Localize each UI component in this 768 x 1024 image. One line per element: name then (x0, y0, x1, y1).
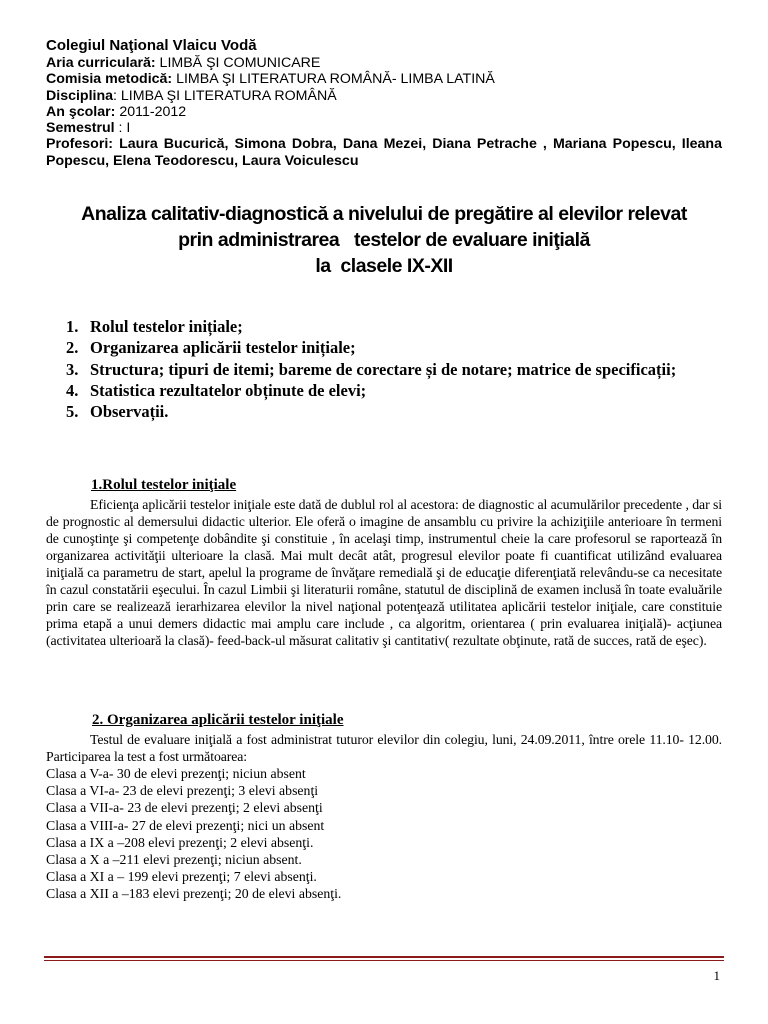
toc-item (66, 401, 726, 422)
disciplina-row (46, 88, 722, 104)
aria-label: Aria curriculară: (46, 55, 156, 71)
toc-item-text: Structura; tipuri de itemi; bareme de corectare și de notare; matrice de specificații; (90, 359, 677, 379)
comisia-row (46, 71, 722, 87)
toc-item-text: Rolul testelor inițiale; (90, 317, 243, 336)
an-value: 2011-2012 (115, 103, 187, 120)
profesori-value: Laura Bucurică, Simona Dobra, Dana Mezei, Diana Petrache , Mariana Popescu, Ileana Popescu, Elena Teodorescu, Laura Voiculescu (46, 136, 722, 169)
disciplina-label: Disciplina (46, 87, 114, 104)
page-number: 1 (713, 968, 720, 983)
toc-item (66, 337, 726, 358)
semestrul-value: : I (114, 120, 131, 137)
disciplina-value: : LIMBA ŞI LITERATURA ROMÂNĂ (113, 87, 337, 104)
aria-value: LIMBĂ ŞI COMUNICARE (155, 55, 321, 71)
school-name: Colegiul Naţional Vlaicu Vodă (46, 37, 257, 54)
toc-item-text: Statistica rezultatelor obținute de elevi; (90, 380, 367, 400)
document-header (46, 37, 722, 169)
comisia-label: Comisia metodică: (46, 71, 173, 88)
toc-item (66, 316, 726, 337)
toc-item (66, 359, 726, 380)
comisia-value: LIMBA ŞI LITERATURA ROMÂNĂ- LIMBA LATINĂ (172, 71, 495, 88)
list-item: Clasa a XII a –183 elevi prezenţi; 20 de elevi absenţi. (46, 886, 342, 902)
aria-curriculara-row (46, 55, 722, 71)
list-item: Clasa a VI-a- 23 de elevi prezenţi; 3 elevi absenţi (46, 783, 319, 799)
section-rolul-testelor (46, 475, 722, 649)
section-2-heading: 2. Organizarea aplicării testelor iniţiale (92, 712, 344, 728)
toc-item-text: Organizarea aplicării testelor inițiale; (90, 338, 356, 358)
toc-item-number: 2. (66, 338, 79, 358)
footer-divider-thin (44, 960, 724, 961)
toc-item (66, 380, 726, 401)
list-item: Clasa a VIII-a- 27 de elevi prezenţi; nici un absent (46, 817, 325, 833)
document-title (46, 201, 722, 279)
semestrul-row (46, 120, 722, 136)
section-1-heading: 1.Rolul testelor iniţiale (91, 477, 237, 493)
toc-item-number: 1. (66, 317, 79, 336)
section-1-paragraph: Eficienţa aplicării testelor iniţiale este dată de dublul rol al acestora: de diagnostic al acumulărilor precedente , dar si de prognostic al demersului didactic ulterior. Ele oferă o imagine de ansamblu cu privire la achiziţiile anterioare în termeni de cunoştinţe şi competenţe dobândite şi constituie , în acelaşi timp, instrumentul cheie la care profesorul se raportează în organizarea activităţii ulterioare la clasă. Mai mult decât atât, progresul elevilor poate fi cuantificat utilizând evaluarea iniţială ca parametru de start, apelul la programe de învăţare remedială şi de educaţie diferenţiată relevându-se ca necesitate în cazul constatării eşecului. În cazul Limbii şi literaturii române, statutul de disciplină de examen inclusă în toate evaluările prin care se realizează ierarhizarea elevilor la nivel naţional potenţează utilitatea aplicării testelor iniţiale, care constituie prima etapă a unui demers didactic mai amplu care include , ca algoritm, orientarea ( prin evaluarea iniţială)- acţiunea (activitatea ulterioară la clasă)- feed-back-ul măsurat calitativ şi cantitativ( rezultate obţinute, rată de succes, rată de eşec). (46, 497, 722, 648)
toc-item-number: 3. (66, 359, 79, 379)
title-line-1: Analiza calitativ-diagnostică a nivelului de pregătire al elevilor relevat (81, 203, 687, 225)
an-label: An şcolar: (46, 103, 116, 120)
class-attendance-list (46, 765, 722, 903)
list-item: Clasa a VII-a- 23 de elevi prezenţi; 2 elevi absenţi (46, 800, 323, 816)
section-2-paragraph: Testul de evaluare iniţială a fost administrat tuturor elevilor din colegiu, luni, 24.09.2011, între orele 11.10- 12.00. Participarea la test a fost următoarea: (46, 732, 722, 764)
title-line-3: la clasele IX-XII (315, 255, 453, 277)
toc-item-text: Observații. (90, 402, 169, 422)
title-line-2: prin administrarea testelor de evaluare iniţială (178, 229, 590, 251)
profesori-label: Profesori: (46, 136, 114, 153)
an-scolar-row (46, 104, 722, 120)
table-of-contents (66, 316, 726, 422)
list-item: Clasa a V-a- 30 de elevi prezenţi; niciun absent (46, 766, 306, 781)
semestrul-label: Semestrul (46, 120, 115, 137)
toc-item-number: 4. (66, 380, 79, 400)
list-item: Clasa a X a –211 elevi prezenţi; niciun absent. (46, 852, 302, 868)
list-item: Clasa a XI a – 199 elevi prezenţi; 7 elevi absenţi. (46, 869, 317, 885)
footer-divider (44, 956, 724, 958)
toc-item-number: 5. (66, 402, 79, 422)
profesori-row (46, 136, 722, 169)
section-organizarea (46, 710, 722, 903)
list-item: Clasa a IX a –208 elevi prezenţi; 2 elevi absenţi. (46, 834, 314, 850)
